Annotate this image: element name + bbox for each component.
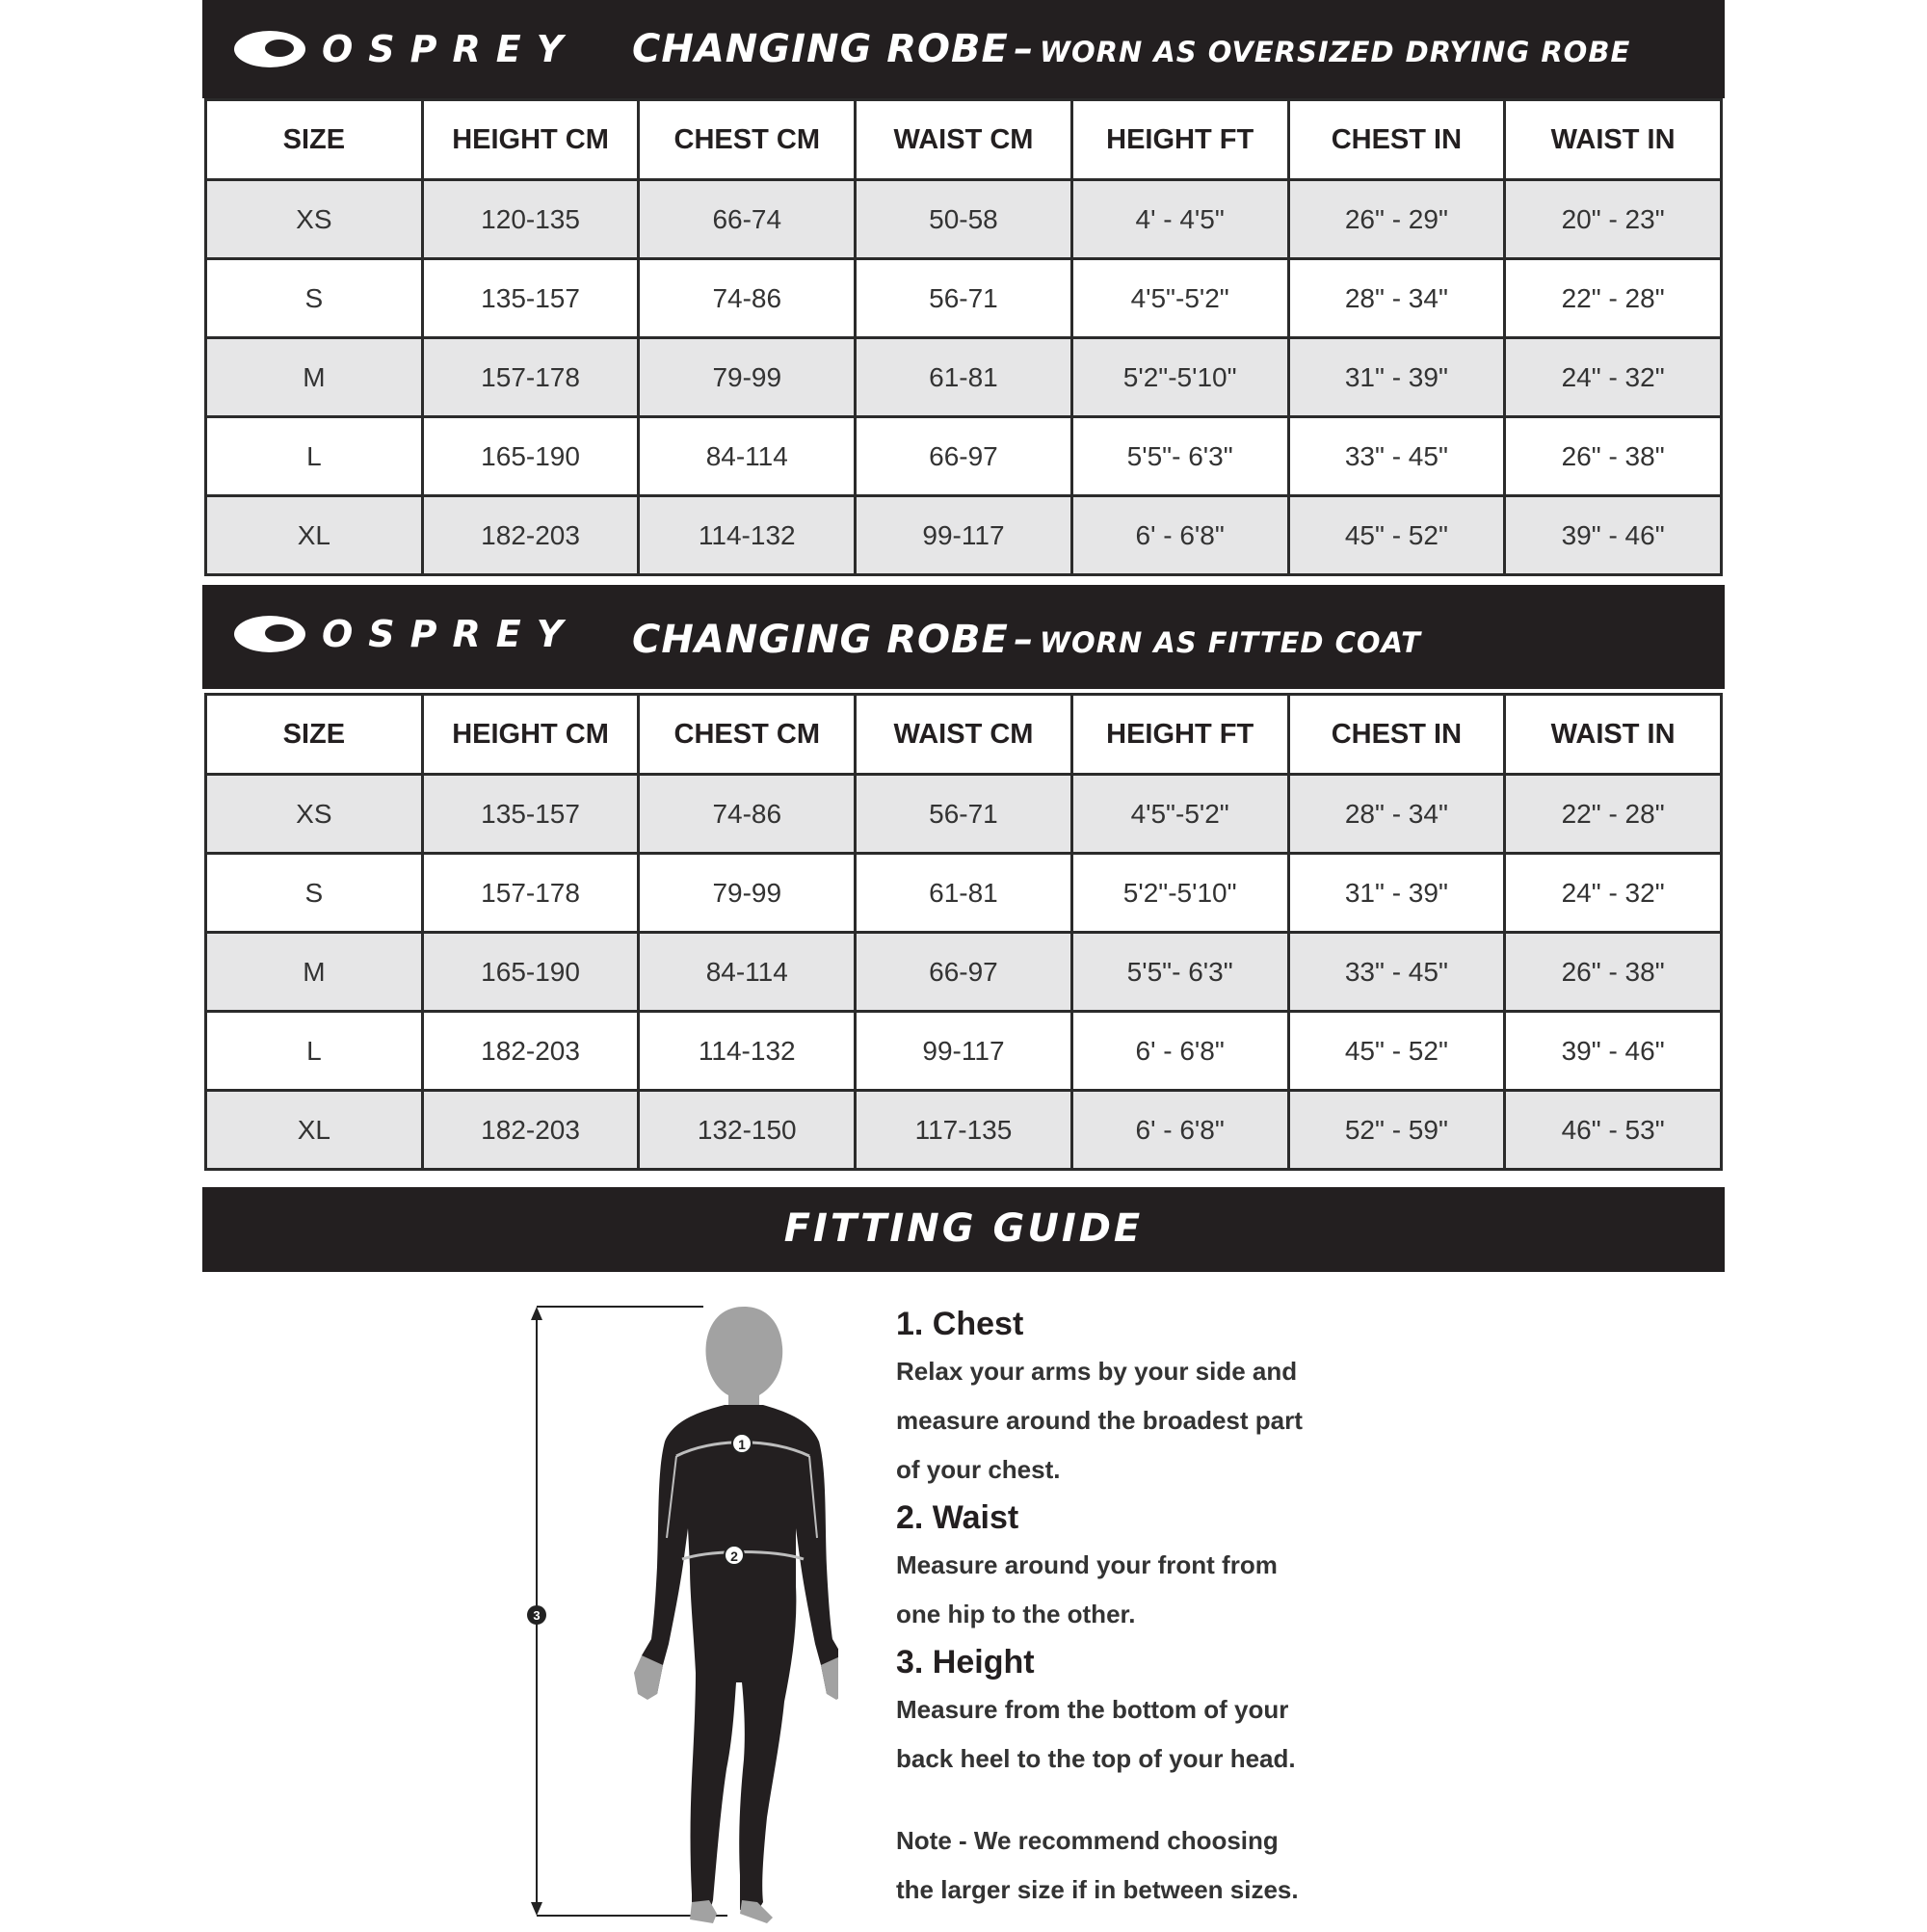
table-cell: L xyxy=(206,1012,423,1091)
height-text-line: Measure from the bottom of your xyxy=(896,1695,1289,1724)
waist-heading: 2. Waist xyxy=(896,1499,1019,1536)
table-row xyxy=(206,338,1722,417)
marker-2: 2 xyxy=(730,1548,738,1564)
osprey-logo xyxy=(231,610,578,658)
wetsuit-figure xyxy=(520,1297,838,1927)
table-cell: 120-135 xyxy=(422,180,639,259)
table-cell: 24" - 32" xyxy=(1505,338,1722,417)
table-cell: M xyxy=(206,933,423,1012)
table-row xyxy=(206,854,1722,933)
chart2-banner xyxy=(202,585,1725,689)
chart1-title-main: CHANGING ROBE xyxy=(632,27,1009,71)
marker-1: 1 xyxy=(738,1437,746,1452)
table-cell: 56-71 xyxy=(856,259,1072,338)
chart1-banner xyxy=(202,0,1725,98)
table-row xyxy=(206,259,1722,338)
table-cell: 99-117 xyxy=(856,496,1072,575)
table-cell: 61-81 xyxy=(856,854,1072,933)
col-header: HEIGHT CM xyxy=(422,100,639,180)
table-cell: 46" - 53" xyxy=(1505,1091,1722,1170)
chest-heading: 1. Chest xyxy=(896,1306,1024,1342)
table-cell: 24" - 32" xyxy=(1505,854,1722,933)
table-cell: L xyxy=(206,417,423,496)
table-cell: 157-178 xyxy=(422,338,639,417)
table-cell: 79-99 xyxy=(639,854,856,933)
table-cell: 4' - 4'5" xyxy=(1071,180,1288,259)
col-header: WAIST CM xyxy=(856,100,1072,180)
col-header: HEIGHT CM xyxy=(422,695,639,775)
table-cell: 45" - 52" xyxy=(1288,1012,1505,1091)
table-cell: 50-58 xyxy=(856,180,1072,259)
table-cell: 61-81 xyxy=(856,338,1072,417)
col-header: CHEST CM xyxy=(639,695,856,775)
table-cell: 6' - 6'8" xyxy=(1071,496,1288,575)
chart1-title-sub: WORN AS OVERSIZED DRYING ROBE xyxy=(1040,36,1631,68)
table-cell: 33" - 45" xyxy=(1288,417,1505,496)
chest-text-line: of your chest. xyxy=(896,1455,1061,1484)
table-cell: 52" - 59" xyxy=(1288,1091,1505,1170)
size-table-drying-robe xyxy=(204,98,1723,576)
chart2-title-sub: WORN AS FITTED COAT xyxy=(1040,626,1421,659)
table-cell: XS xyxy=(206,775,423,854)
col-header: WAIST IN xyxy=(1505,100,1722,180)
table-cell: 45" - 52" xyxy=(1288,496,1505,575)
table-cell: 182-203 xyxy=(422,1091,639,1170)
height-text-line: back heel to the top of your head. xyxy=(896,1744,1296,1773)
table-cell: 114-132 xyxy=(639,496,856,575)
table-cell: 22" - 28" xyxy=(1505,259,1722,338)
chart2-title-main: CHANGING ROBE xyxy=(632,618,1009,662)
table-row xyxy=(206,775,1722,854)
table-cell: XL xyxy=(206,496,423,575)
table-cell: 79-99 xyxy=(639,338,856,417)
chart1-title xyxy=(632,27,1630,71)
table-row xyxy=(206,933,1722,1012)
table-cell: 31" - 39" xyxy=(1288,854,1505,933)
table-cell: 165-190 xyxy=(422,933,639,1012)
table-cell: 157-178 xyxy=(422,854,639,933)
table-cell: 56-71 xyxy=(856,775,1072,854)
table-cell: 84-114 xyxy=(639,417,856,496)
chart2-title-dash: – xyxy=(1014,618,1035,662)
table-cell: 5'2"-5'10" xyxy=(1071,338,1288,417)
body-measurement-icon xyxy=(520,1297,838,1927)
table-cell: 39" - 46" xyxy=(1505,496,1722,575)
col-header: CHEST IN xyxy=(1288,695,1505,775)
table-cell: 84-114 xyxy=(639,933,856,1012)
table-cell: 39" - 46" xyxy=(1505,1012,1722,1091)
note-text-line: the larger size if in between sizes. xyxy=(896,1875,1299,1904)
brand-name: OSPREY xyxy=(322,613,579,655)
fitting-guide-banner xyxy=(202,1187,1725,1272)
table-cell: 135-157 xyxy=(422,775,639,854)
col-header: HEIGHT FT xyxy=(1071,695,1288,775)
col-header: SIZE xyxy=(206,100,423,180)
table-cell: 28" - 34" xyxy=(1288,259,1505,338)
height-heading: 3. Height xyxy=(896,1644,1035,1681)
table-cell: 132-150 xyxy=(639,1091,856,1170)
table-cell: 165-190 xyxy=(422,417,639,496)
table-cell: 26" - 38" xyxy=(1505,417,1722,496)
osprey-swoosh-icon xyxy=(231,612,308,656)
table-cell: XL xyxy=(206,1091,423,1170)
table-cell: 114-132 xyxy=(639,1012,856,1091)
osprey-swoosh-icon xyxy=(231,27,308,71)
table-cell: 182-203 xyxy=(422,1012,639,1091)
table-cell: 5'5"- 6'3" xyxy=(1071,933,1288,1012)
size-table-fitted-coat xyxy=(204,693,1723,1171)
table-cell: 182-203 xyxy=(422,496,639,575)
table-cell: 74-86 xyxy=(639,259,856,338)
table-cell: 20" - 23" xyxy=(1505,180,1722,259)
col-header: SIZE xyxy=(206,695,423,775)
table-cell: 66-74 xyxy=(639,180,856,259)
table-cell: 5'2"-5'10" xyxy=(1071,854,1288,933)
note-text-line: Note - We recommend choosing xyxy=(896,1826,1279,1855)
col-header: WAIST IN xyxy=(1505,695,1722,775)
table-row xyxy=(206,1012,1722,1091)
table-cell: 117-135 xyxy=(856,1091,1072,1170)
table-cell: 5'5"- 6'3" xyxy=(1071,417,1288,496)
table-cell: 74-86 xyxy=(639,775,856,854)
table-cell: 66-97 xyxy=(856,417,1072,496)
table-row xyxy=(206,417,1722,496)
waist-text-line: one hip to the other. xyxy=(896,1600,1136,1628)
table-cell: 26" - 29" xyxy=(1288,180,1505,259)
waist-text-line: Measure around your front from xyxy=(896,1550,1278,1579)
chart2-title xyxy=(632,618,1421,662)
table-cell: M xyxy=(206,338,423,417)
col-header: HEIGHT FT xyxy=(1071,100,1288,180)
col-header: WAIST CM xyxy=(856,695,1072,775)
table-cell: 135-157 xyxy=(422,259,639,338)
brand-name: OSPREY xyxy=(322,28,579,70)
table-cell: 28" - 34" xyxy=(1288,775,1505,854)
chest-text-line: measure around the broadest part xyxy=(896,1406,1303,1435)
table-cell: S xyxy=(206,854,423,933)
table-cell: 31" - 39" xyxy=(1288,338,1505,417)
col-header: CHEST IN xyxy=(1288,100,1505,180)
table-cell: 6' - 6'8" xyxy=(1071,1012,1288,1091)
table-cell: 26" - 38" xyxy=(1505,933,1722,1012)
table-cell: 22" - 28" xyxy=(1505,775,1722,854)
header-row xyxy=(206,100,1722,180)
table-cell: 4'5"-5'2" xyxy=(1071,775,1288,854)
table-cell: XS xyxy=(206,180,423,259)
table-cell: 4'5"-5'2" xyxy=(1071,259,1288,338)
header-row xyxy=(206,695,1722,775)
table-cell: 66-97 xyxy=(856,933,1072,1012)
table-cell: 33" - 45" xyxy=(1288,933,1505,1012)
table-cell: S xyxy=(206,259,423,338)
fitting-guide-title: FITTING GUIDE xyxy=(783,1206,1144,1251)
chest-text-line: Relax your arms by your side and xyxy=(896,1357,1298,1386)
fitting-guide-instructions xyxy=(896,1301,1397,1915)
table-row xyxy=(206,1091,1722,1170)
marker-3: 3 xyxy=(533,1608,541,1623)
table-cell: 6' - 6'8" xyxy=(1071,1091,1288,1170)
table-row xyxy=(206,180,1722,259)
col-header: CHEST CM xyxy=(639,100,856,180)
table-cell: 99-117 xyxy=(856,1012,1072,1091)
table-row xyxy=(206,496,1722,575)
osprey-logo xyxy=(231,25,578,73)
chart1-title-dash: – xyxy=(1014,27,1035,71)
